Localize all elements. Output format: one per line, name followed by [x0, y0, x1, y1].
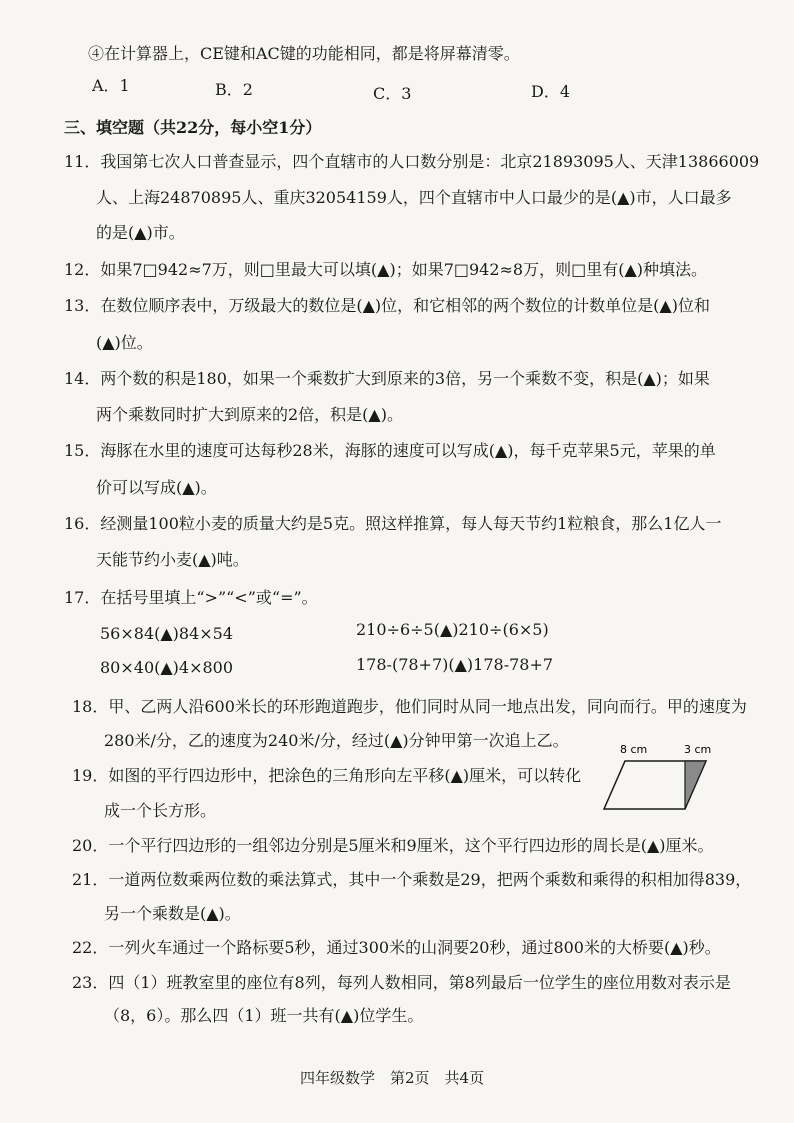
option-a: A．1 [92, 76, 130, 95]
fig-label-8cm: 8 cm [620, 743, 648, 756]
section-3-heading: 三、填空题（共22分，每小空1分） [64, 118, 322, 137]
q16-line-1: 16．经测量100粒小麦的质量大约是5克。照这样推算，每人每天节约1粒粮食，那么1亿人一 [64, 514, 722, 533]
q11-line-3: 的是(▲)市。 [96, 223, 185, 242]
fig-label-3cm: 3 cm [684, 743, 712, 756]
q15-line-2: 价可以写成(▲)。 [96, 478, 217, 497]
q21-line-1: 21．一道两位数乘两位数的乘法算式，其中一个乘数是29，把两个乘数和乘得的积相加得839， [72, 870, 752, 889]
q21-line-2: 另一个乘数是(▲)。 [104, 904, 241, 923]
q14-line-2: 两个乘数同时扩大到原来的2倍，积是(▲)。 [96, 405, 403, 424]
q18-line-2: 280米/分，乙的速度为240米/分，经过(▲)分钟甲第一次追上乙。 [104, 731, 569, 750]
option-c: C．3 [373, 84, 412, 103]
q14-line-1: 14．两个数的积是180，如果一个乘数扩大到原来的3倍，另一个乘数不变，积是(▲)；如果 [64, 369, 710, 388]
option-b: B．2 [215, 80, 253, 99]
q13-line-1: 13．在数位顺序表中，万级最大的数位是(▲)位，和它相邻的两个数位的计数单位是(▲)位和 [64, 296, 710, 315]
q10-item-4: ④在计算器上，CE键和AC键的功能相同，都是将屏幕清零。 [88, 44, 520, 63]
q20: 20．一个平行四边形的一组邻边分别是5厘米和9厘米，这个平行四边形的周长是(▲)厘米。 [72, 836, 714, 855]
q15-line-1: 15．海豚在水里的速度可达每秒28米，海豚的速度可以写成(▲)，每千克苹果5元，苹果的单 [64, 441, 716, 460]
q17-c: 80×40(▲)4×800 [100, 658, 234, 677]
q19-line-1: 19．如图的平行四边形中，把涂色的三角形向左平移(▲)厘米，可以转化 [72, 766, 582, 785]
q18-line-1: 18．甲、乙两人沿600米长的环形跑道跑步，他们同时从同一地点出发，同向而行。甲的速度为 [72, 697, 747, 716]
q13-line-2: (▲)位。 [96, 333, 153, 352]
shaded-triangle [685, 761, 706, 809]
q23-line-1: 23．四（1）班教室里的座位有8列，每列人数相同，第8列最后一位学生的座位用数对表示是 [72, 973, 731, 992]
q17-a: 56×84(▲)84×54 [100, 624, 234, 643]
q17-stem: 17．在括号里填上“>”“<”或“=”。 [64, 588, 318, 607]
q17-d: 178-(78+7)(▲)178-78+7 [356, 655, 554, 674]
q16-line-2: 天能节约小麦(▲)吨。 [96, 550, 249, 569]
q11-line-1: 11．我国第七次人口普查显示，四个直辖市的人口数分别是：北京21893095人、天津13866009 [64, 152, 760, 171]
q12: 12．如果7□942≈7万，则□里最大可以填(▲)；如果7□942≈8万，则□里有(▲)种填法。 [64, 260, 708, 279]
q17-b: 210÷6÷5(▲)210÷(6×5) [356, 620, 549, 639]
page-footer: 四年级数学 第2页 共4页 [300, 1069, 485, 1087]
q19-line-2: 成一个长方形。 [104, 801, 217, 820]
option-d: D．4 [531, 82, 571, 101]
q22: 22．一列火车通过一个路标要5秒，通过300米的山洞要20秒，通过800米的大桥要(▲)秒。 [72, 938, 721, 957]
parallelogram-figure [590, 740, 720, 820]
q11-line-2: 人、上海24870895人、重庆32054159人，四个直辖市中人口最少的是(▲)市，人口最多 [96, 188, 732, 207]
q23-line-2: （8，6）。那么四（1）班一共有(▲)位学生。 [104, 1006, 424, 1025]
